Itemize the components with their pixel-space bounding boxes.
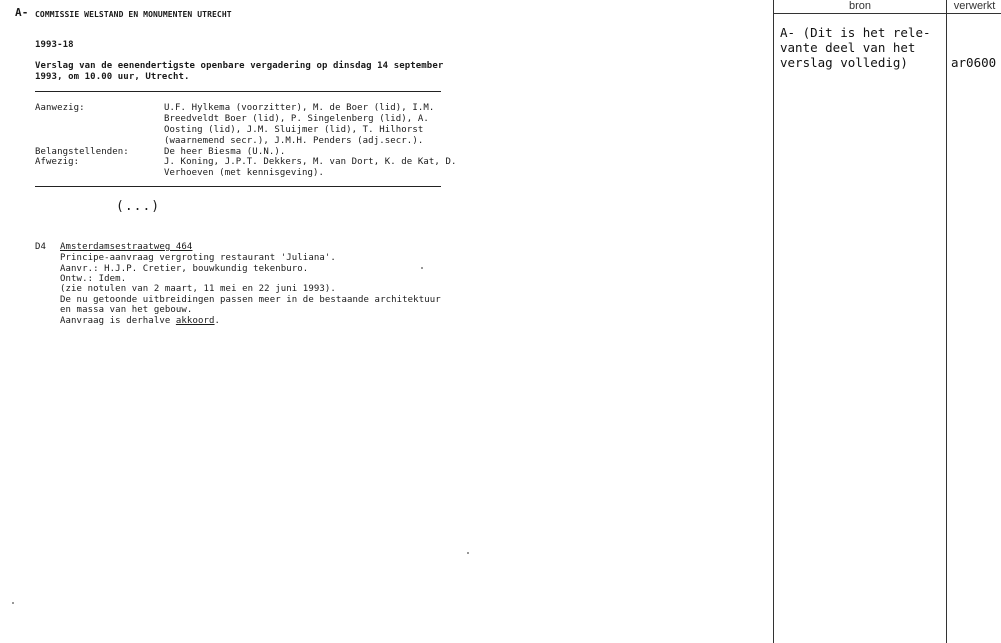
absent-line: J. Koning, J.P.T. Dekkers, M. van Dort, K. de Kat, D. bbox=[164, 157, 457, 167]
item-code: D4 bbox=[35, 242, 47, 252]
item-line: De nu getoonde uitbreidingen passen meer in de bestaande architektuur bbox=[60, 295, 441, 305]
letterhead-mark: A- bbox=[15, 6, 29, 19]
source-note-line: verslag volledig) bbox=[780, 55, 908, 70]
item-line: Aanvr.: H.J.P. Cretier, bouwkundig tekenburo. bbox=[60, 264, 309, 274]
conclusion-suffix: . bbox=[214, 316, 221, 326]
scan-speck bbox=[12, 602, 14, 604]
present-line: U.F. Hylkema (voorzitter), M. de Boer (lid), I.M. bbox=[164, 103, 435, 113]
meeting-number: 1993-18 bbox=[35, 40, 74, 50]
present-line: (waarnemend secr.), J.M.H. Penders (adj.secr.). bbox=[164, 136, 424, 146]
item-line: Ontw.: Idem. bbox=[60, 274, 127, 284]
item-address: Amsterdamsestraatweg 464 bbox=[60, 242, 193, 252]
divider-bottom bbox=[35, 186, 441, 187]
interested-label: Belangstellenden: bbox=[35, 147, 129, 157]
item-line: Principe-aanvraag vergroting restaurant 'Juliana'. bbox=[60, 253, 336, 263]
absent-line: Verhoeven (met kennisgeving). bbox=[164, 168, 325, 178]
column-header-verwerkt: verwerkt bbox=[947, 0, 1001, 14]
absent-label: Afwezig: bbox=[35, 157, 80, 167]
divider-top bbox=[35, 91, 441, 92]
scan-speck bbox=[421, 267, 423, 269]
source-note-line: A- (Dit is het rele- bbox=[780, 25, 931, 40]
source-note-line: vante deel van het bbox=[780, 40, 916, 55]
title-line-1: Verslag van de eenendertigste openbare vergadering op dinsdag 14 september bbox=[35, 61, 444, 71]
item-line: (zie notulen van 2 maart, 11 mei en 22 juni 1993). bbox=[60, 284, 336, 294]
conclusion-word: akkoord bbox=[175, 316, 215, 326]
present-line: Breedveldt Boer (lid), P. Singelenberg (lid), A. bbox=[164, 114, 429, 124]
ellipsis: (...) bbox=[116, 199, 161, 214]
interested-value: De heer Biesma (U.N.). bbox=[164, 147, 286, 157]
item-line: en massa van het gebouw. bbox=[60, 305, 193, 315]
archive-code: ar0600 bbox=[951, 55, 997, 70]
item-conclusion bbox=[60, 316, 220, 327]
present-label: Aanwezig: bbox=[35, 103, 85, 113]
annotation-sidebar bbox=[773, 0, 1001, 643]
column-header-bron: bron bbox=[774, 0, 946, 14]
title-line-2: 1993, om 10.00 uur, Utrecht. bbox=[35, 72, 190, 82]
column-divider bbox=[946, 0, 947, 643]
scan-speck bbox=[467, 552, 469, 554]
letterhead: COMMISSIE WELSTAND EN MONUMENTEN UTRECHT bbox=[35, 10, 232, 19]
present-line: Oosting (lid), J.M. Sluijmer (lid), T. Hilhorst bbox=[164, 125, 424, 135]
conclusion-prefix: Aanvraag is derhalve bbox=[60, 316, 176, 326]
